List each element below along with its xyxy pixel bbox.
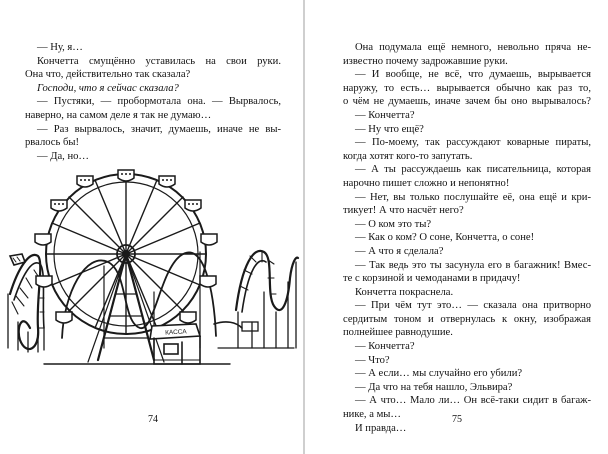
text-line: — Раз вырвалось, значит, думаешь, иначе не вы- [37,123,281,135]
text-line: те с корзиной и чемоданами в придачу! [343,273,521,285]
left-page-text [25,41,281,163]
text-line: нарочно пишет сложно и непонятно! [343,177,510,189]
text-line: тикует! А что насчёт него? [343,205,464,217]
text-line: Кончетта покраснела. [355,286,454,298]
text-line: — Да что на тебя нашло, Эльвира? [355,381,513,393]
text-line: — О ком это ты? [355,218,432,230]
text-line: — Так ведь это ты засунула его в багажник! Вмес- [355,259,591,271]
text-line: Кончетта смущённо уставилась на свои руки. [37,55,281,67]
left-page [0,0,303,454]
text-line: наружу, то есть… вырывается обычно как раз то, [343,82,591,94]
text-line: — Пустяки, — пробормотала она. — Вырвалось, [37,96,281,108]
right-page-text [343,41,591,435]
text-line: — Как о ком? О соне, Кончетта, о соне! [355,232,535,244]
page-number-left: 74 [148,414,158,425]
text-line: — По-моему, так рассуждают коварные пираты, [355,137,591,149]
text-line: сердитым тоном и отвернулась к окну, изображая [343,313,591,325]
text-line: — А если… мы случайно его убили? [355,368,523,380]
text-line: — А что я сделала? [355,245,444,257]
text-line: — Ну, я… [37,42,83,53]
text-line: — И вообще, не всё, что думаешь, вырывается [355,69,591,81]
text-line: — Да, но… [37,150,90,162]
text-line: наверно, на самом деле я так не думаю… [25,109,212,121]
text-line: — А что… Мало ли… Он всё-таки сидит в багаж- [355,395,591,407]
right-page [305,0,608,454]
text-line: — А ты рассуждаешь как писательница, которая [355,164,591,176]
text-line: рвалось бы! [25,137,80,149]
text-line: Господи, что я сейчас сказала? [37,82,179,94]
text-line: Она что, действительно так сказала? [25,69,191,81]
text-line: — Кончетта? [355,109,415,121]
page-number-right: 75 [452,414,462,425]
text-line: о чём не думаешь, иначе зачем бы оно вырывалось? [343,96,591,108]
text-line: — Кончетта? [355,341,415,353]
text-line: Она подумала ещё немного, невольно пряча не- [355,42,591,53]
text-line: полнейшее равнодушие. [343,327,453,339]
text-line: известно почему задрожавшие руки. [343,55,508,67]
text-line: — Нет, вы только послушайте её, она ещё и кри- [355,191,591,203]
text-line: нике, а мы… [343,409,401,421]
text-line: — Что? [355,354,390,366]
ticket-booth-sign: КАССА [164,328,187,337]
text-line: И правда… [355,422,407,434]
text-line: когда хотят кого-то запутать. [343,150,473,162]
text-line: — Ну что ещё? [355,123,424,135]
text-line: — При чём тут это… — сказала она притворно [355,300,591,312]
ferris-wheel-illustration [4,152,300,392]
